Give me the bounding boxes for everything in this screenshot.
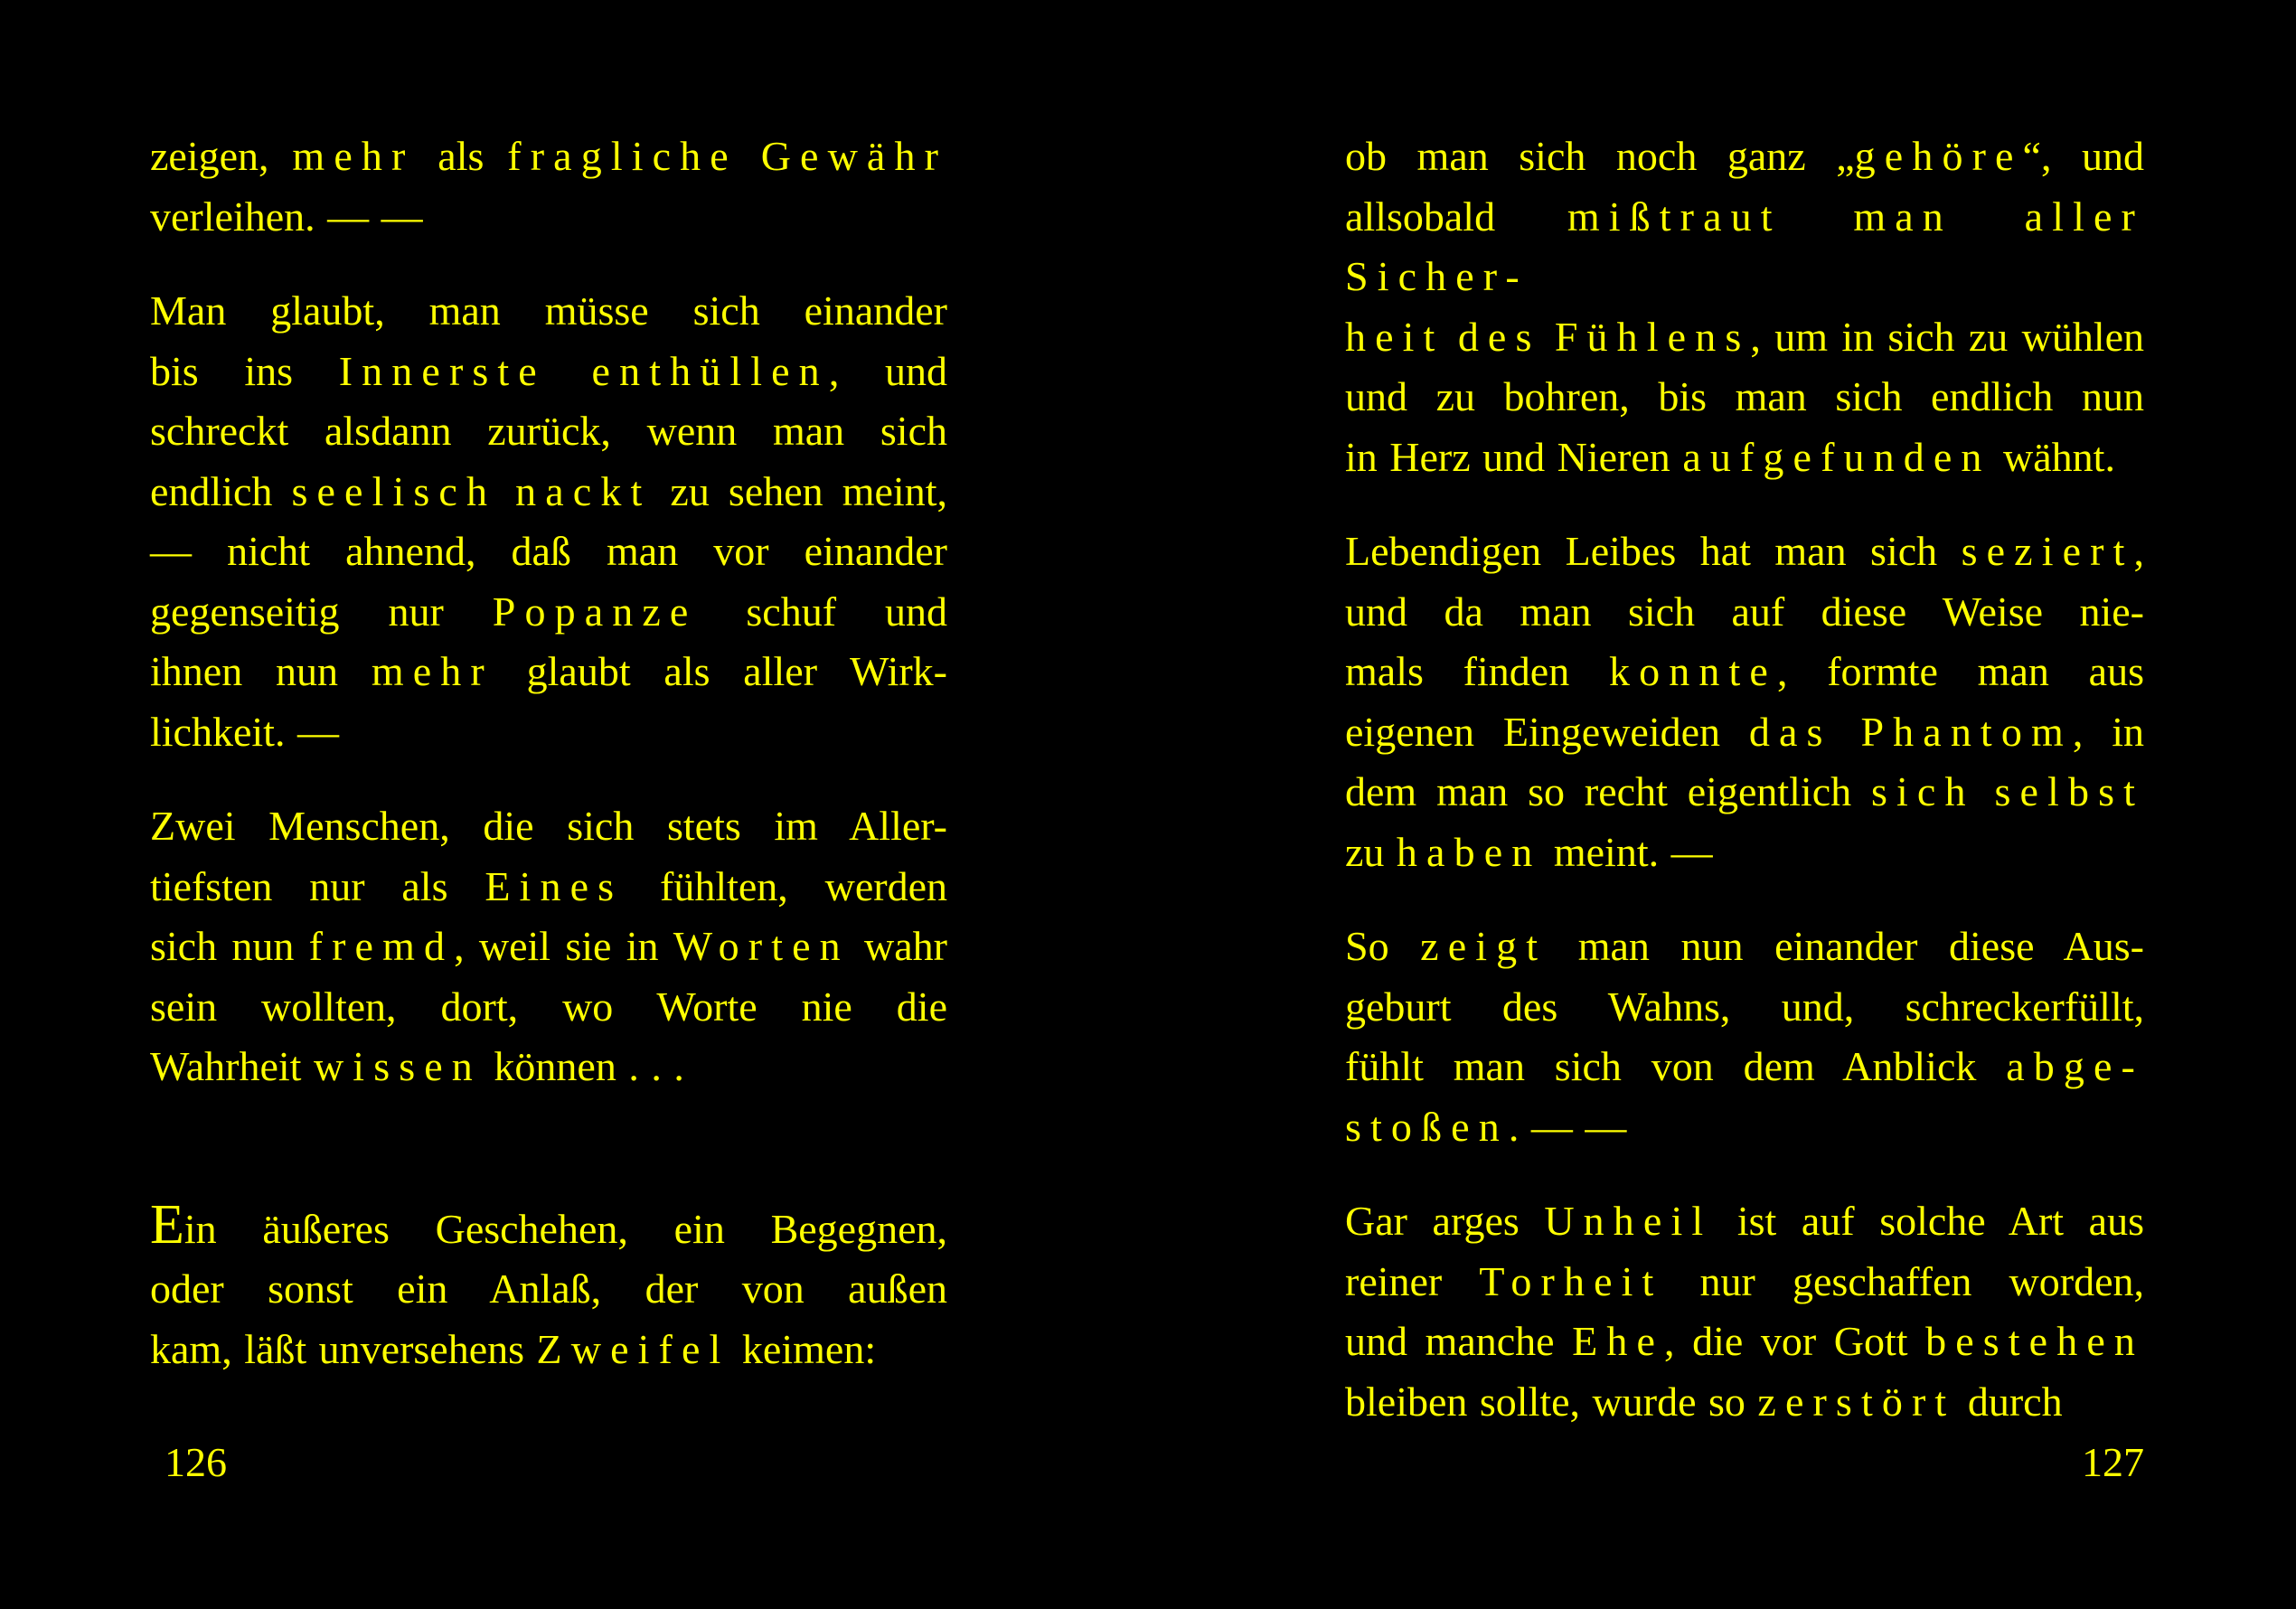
emphasis-spaced: mehr [292,133,415,179]
emphasis-spaced: aller [2024,193,2144,240]
text-run: oder sonst ein Anlaß, der von außen [150,1266,947,1312]
emphasis-spaced: seziert [1961,528,2134,574]
section-gap [150,1132,947,1200]
text-line [150,1320,947,1380]
text-line [1345,823,2144,883]
text-line [1345,1372,2144,1433]
emphasis-spaced: sich [1871,768,1975,814]
paragraph [150,1193,947,1380]
text-run: geburt des Wahns, und, schreckerfüllt, [1345,983,2144,1030]
text-run: , in [2072,708,2145,755]
text-run: sich nun [150,923,309,969]
text-run [1541,314,1555,360]
paragraph [150,127,947,247]
emphasis-spaced: mehr [371,648,494,694]
text-run: reiner [1345,1257,1480,1304]
emphasis-spaced: Ehe [1572,1318,1665,1364]
page-number-left: 126 [165,1439,227,1485]
text-line [1345,428,2144,488]
emphasis-spaced: Fühlens [1554,313,1751,360]
text-line [150,977,947,1038]
emphasis-spaced: fragliche [507,133,738,179]
text-run: , [2133,528,2144,574]
emphasis-spaced: zeigt [1420,923,1548,969]
text-line [1345,307,2144,368]
text-run: mals finden [1345,648,1610,694]
emphasis-spaced: seelisch [291,467,497,514]
text-run: tiefsten nur als [150,862,485,909]
emphasis-spaced: abge- [2006,1043,2144,1089]
text-run: , die vor Gott [1664,1318,1926,1364]
text-run: , weil sie in [454,923,673,969]
text-line [1345,187,2144,307]
text-line [150,1259,947,1320]
emphasis-spaced: Innerste [338,347,546,394]
text-run: in äußeres Geschehen, ein Begegnen, [183,1205,947,1252]
emphasis-spaced: man [1853,193,1953,240]
text-line [1345,1312,2144,1372]
right-page-text [1345,127,2144,1466]
text-line [150,401,947,462]
text-run [1832,709,1861,755]
text-run: schuf und [697,588,948,635]
text-run: können . . . [481,1043,684,1089]
text-run: als [414,133,508,179]
text-line [150,281,947,342]
text-line [1345,522,2144,582]
emphasis-spaced: enthüllen [591,347,829,394]
text-run: Gar arges [1345,1198,1545,1244]
text-run [1953,193,2025,240]
emphasis-spaced: Phantom [1860,708,2073,755]
text-run: Man glaubt, man müsse sich einander [150,287,947,334]
text-run: man nun einander diese Aus- [1547,923,2144,969]
text-line [1345,762,2144,823]
text-run: und manche [1345,1318,1573,1364]
text-run: , um in sich zu wühlen [1750,313,2145,360]
text-run: wahr [849,923,947,969]
emphasis-spaced: aufgefunden [1682,433,1991,480]
emphasis-spaced: bestehen [1925,1318,2144,1364]
text-run [546,348,592,394]
text-run: ist auf solche Art aus [1712,1198,2144,1244]
text-run: Wahrheit [150,1043,314,1089]
emphasis-spaced: haben [1396,828,1542,875]
emphasis-spaced: Sicher- [1345,253,1529,299]
text-line [150,857,947,917]
text-run: zu [1345,828,1397,875]
text-run: dem man so recht eigentlich [1345,768,1872,814]
text-run: Zwei Menschen, die sich stets im Aller- [150,803,947,849]
text-line [150,582,947,643]
emphasis-spaced: nackt [515,467,652,514]
emphasis-spaced: stoßen [1345,1103,1509,1150]
text-line [1345,1191,2144,1252]
paragraph [1345,917,2144,1157]
text-line [1345,642,2144,702]
text-line [150,1193,947,1260]
paragraph [1345,522,2144,882]
text-run: glaubt als aller Wirk- [493,648,947,694]
paragraph [150,796,947,1097]
text-run: ob man sich noch ganz „ [1345,133,1855,179]
emphasis-spaced: Torheit [1479,1257,1663,1304]
text-line [1345,367,2144,428]
text-line [1345,127,2144,187]
text-run: und zu bohren, bis man sich endlich nun [1345,373,2144,419]
text-run [1782,193,1854,240]
text-run: . — — [1508,1103,1627,1150]
text-run: in Herz und Nieren [1345,433,1683,480]
emphasis-spaced: zerstört [1757,1378,1956,1425]
text-run: bleiben sollte, wurde so [1345,1378,1758,1425]
emphasis-spaced: des [1457,313,1541,360]
text-line [150,127,947,187]
text-run [738,133,761,179]
emphasis-spaced: Unheil [1544,1198,1713,1244]
text-line [150,796,947,857]
emphasis-spaced: das [1748,708,1832,755]
text-line [1345,917,2144,977]
text-run: ihnen nun [150,648,372,694]
text-run: kam, läßt unversehens [150,1325,537,1372]
text-run: gegenseitig nur [150,588,493,635]
text-line [150,642,947,702]
text-line [150,702,947,763]
text-run [1975,768,1995,814]
text-run: wähnt. [1990,433,2115,480]
text-line [1345,977,2144,1038]
left-page-text [150,127,947,1414]
text-run: durch [1955,1378,2063,1425]
text-run: meint. — [1541,828,1713,875]
emphasis-spaced: Worten [673,923,850,969]
text-run: fühlt man sich von dem Anblick [1345,1043,2007,1089]
emphasis-spaced: Zweifel [536,1325,730,1372]
text-run: , und [828,347,947,394]
emphasis-spaced: mißtraut [1567,193,1782,240]
text-run: So [1345,923,1421,969]
emphasis-spaced: fremd [308,923,455,969]
text-line [1345,582,2144,643]
emphasis-spaced: Popanze [492,588,698,635]
right-page [1148,0,2296,1609]
text-run: verleihen. — — [150,193,423,240]
text-line [150,462,947,522]
emphasis-spaced: Gewähr [760,133,948,179]
initial-letter: E [150,1193,184,1256]
emphasis-spaced: gehöre [1854,133,2023,179]
page-number-right: 127 [2082,1439,2144,1485]
emphasis-spaced: heit [1345,313,1444,360]
text-line [150,342,947,402]
text-run: zu sehen meint, [651,467,947,514]
text-run: keimen: [729,1325,877,1372]
text-run: sein wollten, dort, wo Worte nie die [150,983,947,1030]
text-run: , formte man aus [1776,648,2144,694]
text-run: und da man sich auf diese Weise nie- [1345,588,2144,635]
text-run: Lebendigen Leibes hat man sich [1345,528,1962,574]
text-line [1345,702,2144,763]
text-line [1345,1252,2144,1313]
text-run: lichkeit. — [150,708,339,755]
text-run: fühlten, werden [623,862,948,909]
text-run: zeigen, [150,133,293,179]
text-run: “, und [2022,133,2145,179]
paragraph [1345,127,2144,487]
text-line [150,187,947,248]
text-run: nur geschaffen worden, [1662,1257,2144,1304]
text-run: allsobald [1345,193,1567,240]
text-line [1345,1037,2144,1097]
emphasis-spaced: konnte [1609,648,1777,694]
emphasis-spaced: selbst [1994,768,2145,814]
paragraph [1345,1191,2144,1432]
emphasis-spaced: wissen [313,1043,482,1089]
text-run [496,468,515,514]
text-run: endlich [150,467,292,514]
paragraph [150,281,947,762]
text-line [150,1037,947,1097]
text-run: schreckt alsdann zurück, wenn man sich [150,408,947,454]
text-run: bis ins [150,347,339,394]
text-line [1345,1097,2144,1158]
text-line [150,917,947,977]
text-run [1444,314,1457,360]
text-run: eigenen Eingeweiden [1345,708,1749,755]
text-line [150,522,947,582]
emphasis-spaced: Eines [485,862,624,909]
text-run: — nicht ahnend, daß man vor einander [150,528,947,574]
